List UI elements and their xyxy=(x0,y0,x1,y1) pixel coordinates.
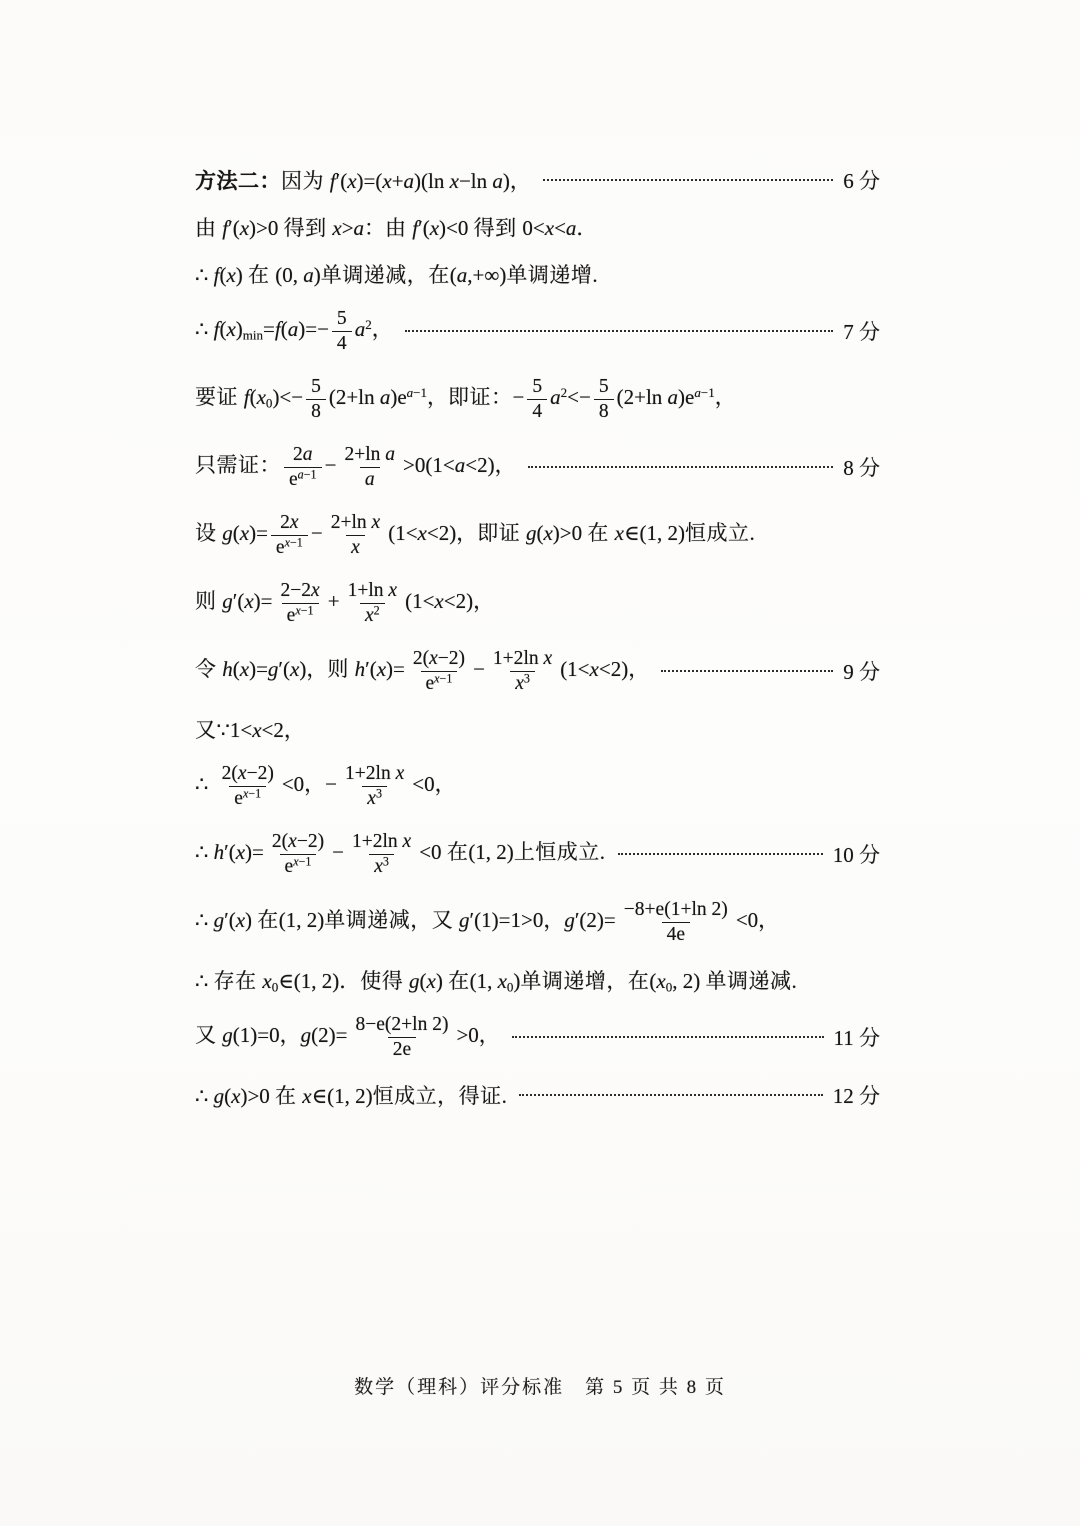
fraction xyxy=(594,376,614,422)
math-expression: $a^2$， xyxy=(354,316,393,341)
math-line xyxy=(195,637,880,705)
score-marker: 6 分 xyxy=(843,168,880,193)
math-expression: g′(x)= xyxy=(222,588,273,613)
line-content xyxy=(195,444,516,490)
math-expression: (1<x<2)， xyxy=(560,656,650,681)
fraction-numerator: 8−e(2+ln 2) xyxy=(355,1014,449,1036)
line-content xyxy=(195,580,494,626)
math-expression: g(1)=0，g(2)= xyxy=(222,1022,348,1047)
label-text: 由 xyxy=(385,215,413,240)
fraction-numerator: 2a xyxy=(293,444,313,466)
fraction-denominator: 4e xyxy=(662,922,690,945)
math-expression: f′(x)=(x+a)(ln x−ln a)， xyxy=(329,168,531,193)
math-line xyxy=(195,1071,880,1118)
label-text: 单调递减，又 xyxy=(324,907,460,932)
fraction-numerator: 1+2ln x xyxy=(345,763,405,785)
math-expression: (1, 2) xyxy=(468,839,514,864)
fraction-denominator: $x^3$ xyxy=(362,786,387,809)
label-text: 得到 xyxy=(473,215,523,240)
line-content xyxy=(195,763,456,809)
score-marker: 8 分 xyxy=(843,456,880,480)
math-expression: <0， xyxy=(412,771,456,796)
fraction-numerator: 5 xyxy=(532,376,543,398)
label-text: 得到 xyxy=(283,215,333,240)
line-content xyxy=(195,376,736,422)
fraction-numerator: 2(x−2) xyxy=(412,648,466,670)
math-expression: (1<x<2)， xyxy=(405,588,495,613)
math-expression: (a,+∞) xyxy=(449,262,507,287)
score-marker: 11 分 xyxy=(833,1026,880,1050)
math-line xyxy=(195,752,880,820)
label-text: 设 xyxy=(195,520,223,545)
fraction xyxy=(271,512,308,558)
fraction xyxy=(488,648,557,694)
fraction xyxy=(340,763,409,809)
math-expression: f′(x)<0 xyxy=(412,215,474,240)
line-content xyxy=(195,714,305,744)
fraction-denominator: 4 xyxy=(527,399,547,422)
page-footer: 数学（理科）评分标准 第 5 页 共 8 页 xyxy=(354,1377,726,1398)
fraction-denominator: 4 xyxy=(332,331,352,354)
math-expression: <0 xyxy=(419,839,447,864)
math-line xyxy=(195,820,880,888)
dotted-leader xyxy=(661,670,833,672)
label-text: 只需证： xyxy=(195,452,281,477)
dotted-leader xyxy=(618,853,823,855)
math-expression: ∴ xyxy=(195,968,214,993)
label-text: 单调递减. xyxy=(705,968,798,993)
fraction-numerator: 5 xyxy=(598,376,609,398)
fraction-denominator: $e^{x-1}$ xyxy=(229,786,266,809)
math-expression: g(x)= xyxy=(222,520,268,545)
math-expression: (1<x<2)， xyxy=(388,520,478,545)
fraction-denominator: $e^{x-1}$ xyxy=(421,671,458,694)
label-text: 使得 xyxy=(360,968,409,993)
label-text: 单调递增，在 xyxy=(520,968,650,993)
line-content xyxy=(195,1014,500,1060)
math-expression: h′(x)= xyxy=(354,656,405,681)
math-expression: $x_0\in(1$, 2)． xyxy=(262,968,361,994)
label-text: 在 xyxy=(446,839,469,864)
fraction xyxy=(343,580,403,626)
math-expression: (1, 2) xyxy=(278,907,325,932)
label-text: 单调递减，在 xyxy=(320,262,450,287)
fraction xyxy=(217,763,279,809)
score-marker: 7 分 xyxy=(843,320,880,344)
math-expression: ($x_0$, 2) xyxy=(649,968,706,994)
line-content xyxy=(195,308,393,354)
label-text: 在 xyxy=(448,968,470,993)
fraction xyxy=(332,308,352,354)
fraction-numerator: 1+2ln x xyxy=(492,648,553,670)
fraction-denominator: x xyxy=(346,535,365,558)
line-content xyxy=(195,165,531,195)
math-line xyxy=(195,501,880,569)
label-text: 则 xyxy=(195,588,223,613)
fraction-denominator: $x^2$ xyxy=(360,603,385,626)
line-content xyxy=(195,512,755,558)
line-content xyxy=(195,648,649,694)
math-expression: − xyxy=(473,656,485,681)
label-text: 存在 xyxy=(213,968,263,993)
fraction-numerator: 1+ln x xyxy=(347,580,398,602)
dotted-leader xyxy=(528,466,834,468)
math-expression: − xyxy=(324,452,337,477)
math-expression: (0, a) xyxy=(275,262,321,287)
fraction xyxy=(306,376,326,422)
math-expression: g′(1)=1>0，g′(2)= xyxy=(459,907,616,932)
math-line xyxy=(195,705,880,752)
label-text: 在 xyxy=(248,262,276,287)
line-content xyxy=(195,212,597,242)
label-text: 由 xyxy=(195,215,223,240)
math-line xyxy=(195,365,880,433)
fraction xyxy=(619,899,733,945)
dotted-leader xyxy=(543,179,833,181)
math-expression: ∴ xyxy=(195,771,214,796)
math-expression: f′(x)>0 xyxy=(222,215,284,240)
math-expression: (1, $x_0$) xyxy=(469,968,521,994)
fraction xyxy=(267,831,329,877)
math-line xyxy=(195,250,880,297)
dotted-leader xyxy=(519,1094,822,1096)
math-expression: + xyxy=(327,588,340,613)
score-marker: 9 分 xyxy=(843,660,880,684)
math-expression: $f(x_0)<-$ xyxy=(243,384,304,411)
math-expression: >0(1<a<2)， xyxy=(403,452,516,477)
label-text: 在 xyxy=(275,1083,303,1108)
math-expression: ∴ f(x) xyxy=(195,262,249,287)
fraction-denominator: 2e xyxy=(388,1037,416,1060)
fraction xyxy=(527,376,547,422)
fraction-denominator: $x^3$ xyxy=(510,671,535,694)
line-content xyxy=(195,259,598,289)
fraction-numerator: 5 xyxy=(311,376,321,398)
math-line xyxy=(195,156,880,203)
line-content xyxy=(195,899,779,945)
fraction-numerator: −8+e(1+ln 2) xyxy=(623,899,728,921)
math-expression: x∈(1, 2) xyxy=(302,1083,373,1108)
math-expression: $a^2<-$ xyxy=(550,384,591,409)
label-text: 在 xyxy=(257,907,279,932)
math-expression: − xyxy=(310,520,323,545)
fraction-denominator: 8 xyxy=(594,399,614,422)
fraction xyxy=(408,648,470,694)
fraction-numerator: 2−2x xyxy=(280,580,320,602)
label-text: 单调递增. xyxy=(506,262,599,287)
fraction xyxy=(326,512,386,558)
math-lines xyxy=(195,156,880,1118)
math-line xyxy=(195,888,880,956)
fraction xyxy=(339,444,400,490)
fraction-denominator: $e^{a-1}$ xyxy=(284,467,322,490)
math-expression: − xyxy=(332,839,344,864)
label-text: 令 xyxy=(195,656,223,681)
fraction-denominator: $x^3$ xyxy=(369,854,394,877)
math-expression: g(x)>0 xyxy=(525,520,588,545)
fraction xyxy=(347,831,416,877)
dotted-leader xyxy=(405,330,834,332)
fraction-numerator: 2x xyxy=(280,512,299,534)
fraction xyxy=(350,1014,453,1060)
fraction-numerator: 2(x−2) xyxy=(221,763,274,785)
math-expression: <0，− xyxy=(281,771,338,796)
math-expression: ∴ $f(x)_{min}=f(a)=-$ xyxy=(195,316,329,343)
math-expression: x∈(1, 2) xyxy=(614,520,685,545)
math-expression: ∴ g(x)>0 xyxy=(195,1083,276,1108)
math-expression: 0<x<a． xyxy=(522,215,598,240)
label-text: 即证： xyxy=(448,384,513,409)
fraction-numerator: 2+ln x xyxy=(330,512,381,534)
fraction-denominator: 8 xyxy=(306,399,326,422)
math-line xyxy=(195,297,880,365)
label-text: 则 xyxy=(327,656,355,681)
math-line xyxy=(195,569,880,637)
math-line xyxy=(195,433,880,501)
math-expression: <0， xyxy=(735,907,780,932)
math-line xyxy=(195,956,880,1003)
math-expression: (2+ln $a)e^{a-1}$， xyxy=(328,384,449,409)
fraction-denominator: $e^{x-1}$ xyxy=(280,854,317,877)
label-text: 恒成立. xyxy=(685,520,756,545)
math-expression: (2+ln $a)e^{a-1}$， xyxy=(616,384,736,409)
math-expression: h(x)=g′(x)， xyxy=(222,656,328,681)
math-expression: ∴ h′(x)= xyxy=(195,839,264,864)
fraction-numerator: 2(x−2) xyxy=(271,831,325,853)
fraction xyxy=(284,444,322,490)
label-text-bold: 方法二： xyxy=(195,168,281,193)
math-line xyxy=(195,1003,880,1071)
label-text: 又 xyxy=(195,717,217,742)
math-expression: − xyxy=(512,384,525,409)
label-text: 又 xyxy=(195,1022,223,1047)
math-expression: x>a： xyxy=(332,215,386,240)
fraction-numerator: 2+ln a xyxy=(344,444,396,466)
line-content xyxy=(195,1080,507,1110)
line-content xyxy=(195,831,606,877)
fraction-numerator: 1+2ln x xyxy=(351,831,412,853)
math-expression: ∵1<x<2， xyxy=(216,717,305,742)
math-line xyxy=(195,203,880,250)
label-text: 在 xyxy=(587,520,615,545)
math-expression: >0， xyxy=(456,1022,500,1047)
score-marker: 12 分 xyxy=(832,1083,880,1108)
math-expression: g(x) xyxy=(409,968,449,993)
label-text: 恒成立，得证. xyxy=(372,1083,508,1108)
score-marker: 10 分 xyxy=(832,843,880,867)
dotted-leader xyxy=(512,1036,824,1038)
label-text: 即证 xyxy=(477,520,526,545)
label-text: 因为 xyxy=(281,168,330,193)
fraction-denominator: $e^{x-1}$ xyxy=(271,535,308,558)
fraction-denominator: a xyxy=(360,467,380,490)
math-expression: ∴ g′(x) xyxy=(195,907,258,932)
label-text: 要证 xyxy=(195,384,244,409)
fraction-numerator: 5 xyxy=(336,308,347,330)
fraction xyxy=(276,580,325,626)
fraction-denominator: $e^{x-1}$ xyxy=(282,603,319,626)
line-content xyxy=(195,965,797,995)
label-text: 上恒成立. xyxy=(513,839,606,864)
